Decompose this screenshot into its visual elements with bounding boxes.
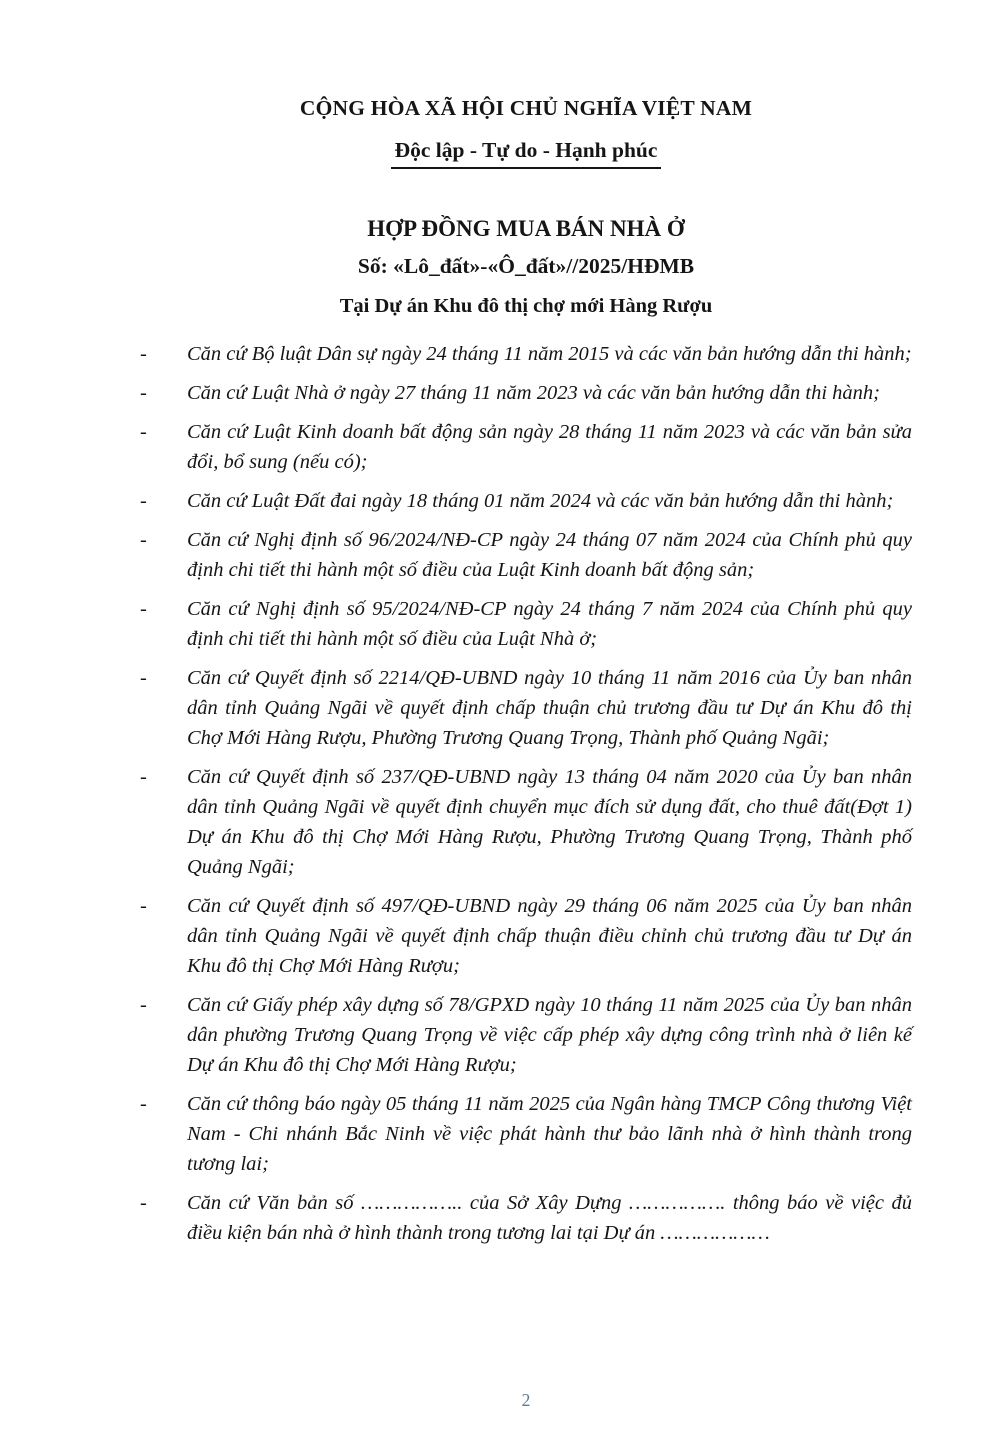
recital-text: Căn cứ Quyết định số 2214/QĐ-UBND ngày 10 tháng 11 năm 2016 của Ủy ban nhân dân tỉnh Quảng Ngãi về quyết định chấp thuận chủ trương đầu tư Dự án Khu đô thị Chợ Mới Hàng Rượu, Phường Trương Quang Trọng, Thành phố Quảng Ngãi; — [187, 667, 912, 749]
recital-text: Căn cứ Nghị định số 95/2024/NĐ-CP ngày 24 tháng 7 năm 2024 của Chính phủ quy định chi tiết thi hành một số điều của Luật Nhà ở; — [187, 598, 912, 650]
recital-item — [140, 762, 912, 882]
bullet-dash: - — [140, 382, 147, 404]
bullet-dash: - — [140, 529, 147, 551]
bullet-dash: - — [140, 667, 147, 689]
bullet-dash: - — [140, 994, 147, 1016]
recital-item — [140, 339, 912, 369]
recital-text: Căn cứ Quyết định số 237/QĐ-UBND ngày 13 tháng 04 năm 2020 của Ủy ban nhân dân tỉnh Quảng Ngãi về quyết định chuyển mục đích sử dụng đất, cho thuê đất(Đợt 1) Dự án Khu đô thị Chợ Mới Hàng Rượu, Phường Trương Quang Trọng, Thành phố Quảng Ngãi; — [187, 766, 912, 878]
bullet-dash: - — [140, 1192, 147, 1214]
recital-text: Căn cứ Bộ luật Dân sự ngày 24 tháng 11 năm 2015 và các văn bản hướng dẫn thi hành; — [187, 343, 912, 365]
bullet-dash: - — [140, 1093, 147, 1115]
recital-text: Căn cứ Văn bản số …………….. của Sở Xây Dựng ……………. thông báo về việc đủ điều kiện bán nhà ở hình thành trong tương lai tại Dự án ……………… — [187, 1192, 912, 1244]
motto-wrap — [140, 138, 912, 169]
recital-item — [140, 1089, 912, 1179]
recital-item — [140, 378, 912, 408]
recital-item — [140, 663, 912, 753]
recital-text: Căn cứ Luật Đất đai ngày 18 tháng 01 năm 2024 và các văn bản hướng dẫn thi hành; — [187, 490, 894, 512]
recital-item — [140, 990, 912, 1080]
recital-text: Căn cứ thông báo ngày 05 tháng 11 năm 2025 của Ngân hàng TMCP Công thương Việt Nam - Chi nhánh Bắc Ninh về việc phát hành thư bảo lãnh nhà ở hình thành trong tương lai; — [187, 1093, 912, 1175]
recital-text: Căn cứ Giấy phép xây dựng số 78/GPXD ngày 10 tháng 11 năm 2025 của Ủy ban nhân dân phường Trương Quang Trọng về việc cấp phép xây dựng công trình nhà ở liên kế Dự án Khu đô thị Chợ Mới Hàng Rượu; — [187, 994, 912, 1076]
recital-item — [140, 594, 912, 654]
recital-text: Căn cứ Quyết định số 497/QĐ-UBND ngày 29 tháng 06 năm 2025 của Ủy ban nhân dân tỉnh Quảng Ngãi về quyết định chấp thuận điều chỉnh chủ trương đầu tư Dự án Khu đô thị Chợ Mới Hàng Rượu; — [187, 895, 912, 977]
bullet-dash: - — [140, 598, 147, 620]
document-content — [140, 96, 912, 1257]
recital-item — [140, 1188, 912, 1248]
contract-number: Số: «Lô_đất»-«Ô_đất»//2025/HĐMB — [357, 254, 695, 278]
bullet-dash: - — [140, 490, 147, 512]
motto: Độc lập - Tự do - Hạnh phúc — [391, 138, 662, 169]
recitals-list — [140, 339, 912, 1248]
contract-title: HỢP ĐỒNG MUA BÁN NHÀ Ở — [367, 216, 685, 241]
bullet-dash: - — [140, 343, 147, 365]
project-line: Tại Dự án Khu đô thị chợ mới Hàng Rượu — [339, 295, 713, 317]
recital-item — [140, 891, 912, 981]
bullet-dash: - — [140, 421, 147, 443]
recital-text: Căn cứ Nghị định số 96/2024/NĐ-CP ngày 24 tháng 07 năm 2024 của Chính phủ quy định chi tiết thi hành một số điều của Luật Kinh doanh bất động sản; — [187, 529, 912, 581]
recital-item — [140, 486, 912, 516]
bullet-dash: - — [140, 895, 147, 917]
bullet-dash: - — [140, 766, 147, 788]
recital-text: Căn cứ Luật Nhà ở ngày 27 tháng 11 năm 2023 và các văn bản hướng dẫn thi hành; — [187, 382, 880, 404]
page-number: 2 — [521, 1390, 531, 1410]
recital-text: Căn cứ Luật Kinh doanh bất động sản ngày 28 tháng 11 năm 2023 và các văn bản sửa đổi, bổ sung (nếu có); — [187, 421, 912, 473]
recital-item — [140, 417, 912, 477]
national-header: CỘNG HÒA XÃ HỘI CHỦ NGHĨA VIỆT NAM — [299, 96, 753, 120]
recital-item — [140, 525, 912, 585]
